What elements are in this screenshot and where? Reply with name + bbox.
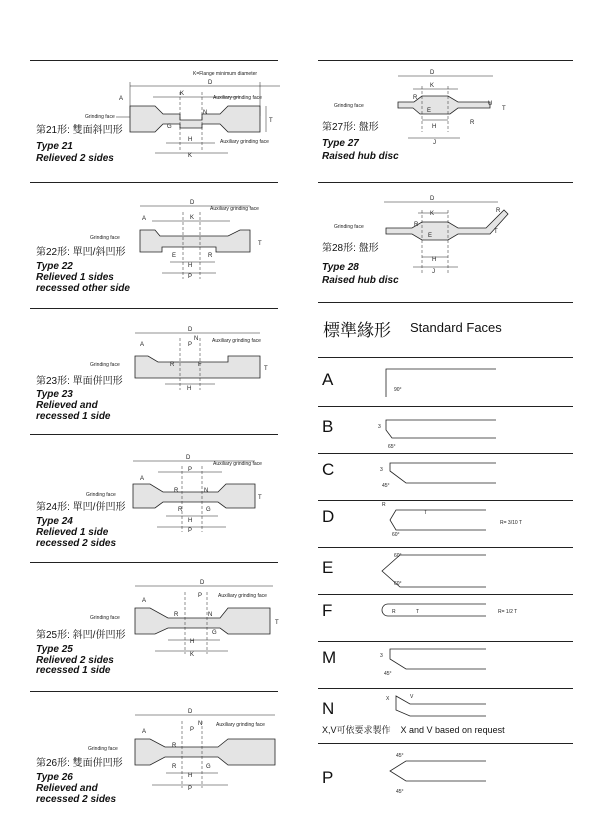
face-e-row xyxy=(318,549,573,593)
face-n-note: X,V可依要求製作 X and V based on request xyxy=(322,725,505,735)
rule-sf-0 xyxy=(318,357,573,358)
type-24-desc-1: Relieved 1 side xyxy=(36,527,109,538)
type-24-desc-2: recessed 2 sides xyxy=(36,538,117,549)
type-25-desc-1: Relieved 2 sides xyxy=(36,655,114,666)
svg-text:N: N xyxy=(194,336,199,342)
type-22-title: 第22形: 單凹/斜凹形 xyxy=(36,247,126,258)
svg-text:P: P xyxy=(188,342,193,348)
svg-text:Grinding face: Grinding face xyxy=(334,224,364,230)
type-21-title: 第21形: 雙面斜凹形 xyxy=(36,125,123,136)
svg-text:H: H xyxy=(188,263,193,269)
rule-left-4 xyxy=(30,562,278,563)
type-26-title: 第26形: 雙面併凹形 xyxy=(36,758,123,769)
svg-text:R: R xyxy=(172,764,177,770)
svg-text:D: D xyxy=(208,80,213,86)
standard-faces-title-en: Standard Faces xyxy=(410,320,502,335)
rule-top-left xyxy=(30,60,278,61)
svg-text:J: J xyxy=(433,140,436,146)
svg-text:3: 3 xyxy=(380,653,383,659)
svg-text:R: R xyxy=(174,488,179,494)
svg-text:Grinding face: Grinding face xyxy=(334,103,364,109)
rule-left-5 xyxy=(30,691,278,692)
type-21-cell xyxy=(30,62,278,182)
svg-text:Grinding face: Grinding face xyxy=(86,492,116,498)
rule-left-1 xyxy=(30,182,278,183)
face-d-letter: D xyxy=(322,507,335,526)
svg-text:Grinding face: Grinding face xyxy=(90,235,120,241)
rule-sf-1 xyxy=(318,406,573,407)
type-25-desc-2: recessed 1 side xyxy=(36,665,111,676)
svg-text:G: G xyxy=(206,507,211,513)
svg-text:N: N xyxy=(208,612,213,618)
face-f-letter: F xyxy=(322,601,333,620)
svg-text:N: N xyxy=(204,488,209,494)
svg-text:G: G xyxy=(167,124,172,130)
svg-text:J: J xyxy=(432,269,435,275)
face-b-row xyxy=(318,408,573,452)
svg-text:45°: 45° xyxy=(396,789,404,795)
face-a-row xyxy=(318,359,573,405)
svg-text:Grinding face: Grinding face xyxy=(90,615,120,621)
svg-text:D: D xyxy=(430,196,435,202)
face-p-diagram xyxy=(376,745,556,797)
rule-sf-6 xyxy=(318,641,573,642)
svg-text:R: R xyxy=(170,362,175,368)
svg-text:P: P xyxy=(190,727,195,733)
svg-text:A: A xyxy=(142,729,147,735)
svg-text:Auxiliary grinding face: Auxiliary grinding face xyxy=(216,722,265,728)
type-26-cell xyxy=(30,693,278,813)
svg-text:K: K xyxy=(190,215,195,221)
svg-text:V: V xyxy=(410,694,414,700)
rule-sf-8 xyxy=(318,743,573,744)
rule-right-1 xyxy=(318,182,573,183)
type-28-name: Type 28 xyxy=(322,262,359,273)
face-a-diagram xyxy=(376,359,556,405)
type-26-desc-1: Relieved and xyxy=(36,783,98,794)
face-p-row xyxy=(318,745,573,797)
svg-text:K: K xyxy=(188,153,193,159)
svg-text:P: P xyxy=(198,593,203,599)
type-25-title: 第25形: 斜凹/併凹形 xyxy=(36,630,126,641)
svg-text:A: A xyxy=(119,96,124,102)
face-e-diagram xyxy=(376,549,556,593)
type-24-name: Type 24 xyxy=(36,516,73,527)
svg-text:K: K xyxy=(180,91,185,97)
type-28-desc: Raised hub disc xyxy=(322,275,399,286)
svg-text:K: K xyxy=(430,211,435,217)
svg-text:T: T xyxy=(258,241,262,247)
standard-faces-header xyxy=(318,304,573,356)
svg-text:G: G xyxy=(206,764,211,770)
face-c-diagram xyxy=(376,455,556,499)
type-22-desc-2: recessed other side xyxy=(36,283,130,294)
svg-text:H: H xyxy=(188,773,193,779)
rule-sf-3 xyxy=(318,500,573,501)
svg-text:D: D xyxy=(188,709,193,715)
svg-text:H: H xyxy=(188,137,193,143)
svg-text:90°: 90° xyxy=(394,387,402,393)
svg-text:T: T xyxy=(258,495,262,501)
svg-text:60°: 60° xyxy=(392,532,400,538)
svg-text:A: A xyxy=(140,476,145,482)
rule-sf-4 xyxy=(318,547,573,548)
svg-text:T: T xyxy=(502,106,506,112)
svg-text:D: D xyxy=(186,455,191,461)
svg-text:Auxiliary grinding face: Auxiliary grinding face xyxy=(220,139,269,145)
svg-text:H: H xyxy=(432,257,437,263)
svg-text:D: D xyxy=(430,70,435,76)
face-a-letter: A xyxy=(322,370,334,389)
svg-text:N: N xyxy=(203,110,208,116)
face-b-diagram xyxy=(376,408,556,452)
svg-text:Grinding face: Grinding face xyxy=(85,114,115,120)
svg-text:60°: 60° xyxy=(394,553,402,559)
type-22-name: Type 22 xyxy=(36,261,73,272)
svg-text:R: R xyxy=(382,502,386,508)
face-p-letter: P xyxy=(322,768,334,787)
type-26-name: Type 26 xyxy=(36,772,73,783)
svg-text:D: D xyxy=(200,580,205,586)
face-m-letter: M xyxy=(322,648,337,667)
type-24-cell xyxy=(30,436,278,562)
svg-text:D: D xyxy=(190,200,195,206)
type-28-cell xyxy=(318,184,573,302)
svg-text:G: G xyxy=(212,630,217,636)
face-c-row xyxy=(318,455,573,499)
svg-text:Auxiliary grinding face: Auxiliary grinding face xyxy=(213,95,262,101)
svg-text:R: R xyxy=(414,222,419,228)
type-21-name: Type 21 xyxy=(36,141,73,152)
face-c-letter: C xyxy=(322,460,335,479)
svg-text:R: R xyxy=(413,95,418,101)
svg-text:T: T xyxy=(494,229,498,235)
svg-text:45°: 45° xyxy=(382,483,390,489)
face-f-diagram xyxy=(376,596,566,640)
svg-text:T: T xyxy=(264,366,268,372)
type-28-title: 第28形: 盤形 xyxy=(322,243,379,254)
type-27-cell xyxy=(318,62,573,182)
svg-text:H: H xyxy=(432,124,437,130)
svg-text:T: T xyxy=(275,620,279,626)
svg-text:H: H xyxy=(188,518,193,524)
svg-text:E: E xyxy=(172,253,177,259)
type-25-name: Type 25 xyxy=(36,644,73,655)
svg-text:R: R xyxy=(496,208,501,214)
svg-text:65°: 65° xyxy=(388,444,396,450)
svg-text:K: K xyxy=(190,652,195,658)
svg-text:T: T xyxy=(269,118,273,124)
face-d-row xyxy=(318,502,573,546)
rule-sf-2 xyxy=(318,453,573,454)
svg-text:R= 1/2 T: R= 1/2 T xyxy=(498,609,518,615)
face-m-row xyxy=(318,643,573,687)
svg-text:T: T xyxy=(424,510,428,516)
svg-text:Grinding face: Grinding face xyxy=(90,362,120,368)
svg-text:A: A xyxy=(140,342,145,348)
svg-text:D: D xyxy=(188,327,193,333)
flange-note: K=Flange minimum diameter xyxy=(193,71,258,77)
svg-text:R: R xyxy=(392,609,396,615)
face-d-diagram xyxy=(376,502,566,546)
svg-text:A: A xyxy=(142,216,147,222)
rule-left-2 xyxy=(30,308,278,309)
svg-text:Grinding face: Grinding face xyxy=(88,746,118,752)
type-27-name: Type 27 xyxy=(322,138,359,149)
face-n-letter: N xyxy=(322,699,335,718)
type-24-title: 第24形: 單凹/併凹形 xyxy=(36,502,126,513)
face-m-diagram xyxy=(376,643,556,687)
type-26-desc-2: recessed 2 sides xyxy=(36,794,117,805)
svg-text:R: R xyxy=(208,253,213,259)
svg-text:U: U xyxy=(488,101,493,107)
type-25-cell xyxy=(30,564,278,691)
face-n-row xyxy=(318,690,573,742)
rule-sf-7 xyxy=(318,688,573,689)
svg-text:K: K xyxy=(430,83,435,89)
face-f-row xyxy=(318,596,573,640)
svg-text:R: R xyxy=(178,507,183,513)
face-b-letter: B xyxy=(322,417,334,436)
type-27-title: 第27形: 盤形 xyxy=(322,122,379,133)
svg-text:Auxiliary grinding face: Auxiliary grinding face xyxy=(213,461,262,467)
svg-text:R: R xyxy=(174,612,179,618)
svg-text:60°: 60° xyxy=(394,581,402,587)
svg-text:R= 3/10 T: R= 3/10 T xyxy=(500,520,523,526)
type-23-name: Type 23 xyxy=(36,389,73,400)
svg-text:Auxiliary grinding face: Auxiliary grinding face xyxy=(218,593,267,599)
rule-left-3 xyxy=(30,434,278,435)
type-27-desc: Raised hub disc xyxy=(322,151,399,162)
svg-text:T: T xyxy=(416,609,420,615)
svg-text:E: E xyxy=(428,233,433,239)
type-23-cell xyxy=(30,310,278,434)
svg-text:Auxiliary grinding face: Auxiliary grinding face xyxy=(212,338,261,344)
type-22-cell xyxy=(30,184,278,308)
rule-top-right xyxy=(318,60,573,61)
rule-sf-5 xyxy=(318,594,573,595)
standard-faces-title-cn: 標準緣形 xyxy=(323,321,391,340)
svg-text:3: 3 xyxy=(378,424,381,430)
type-23-title: 第23形: 單面併凹形 xyxy=(36,376,123,387)
svg-text:P: P xyxy=(188,274,193,280)
svg-text:R: R xyxy=(470,120,475,126)
svg-text:R: R xyxy=(172,743,177,749)
svg-text:F: F xyxy=(198,362,202,368)
svg-text:H: H xyxy=(187,386,192,392)
rule-right-2 xyxy=(318,302,573,303)
type-23-desc-1: Relieved and xyxy=(36,400,98,411)
svg-text:N: N xyxy=(198,721,203,727)
svg-text:A: A xyxy=(142,598,147,604)
face-n-diagram xyxy=(376,690,556,720)
svg-text:3: 3 xyxy=(380,467,383,473)
svg-text:E: E xyxy=(427,108,432,114)
svg-text:P: P xyxy=(188,467,193,473)
type-22-desc-1: Relieved 1 sides xyxy=(36,272,114,283)
type-23-desc-2: recessed 1 side xyxy=(36,411,111,422)
svg-text:P: P xyxy=(188,528,193,534)
svg-text:45°: 45° xyxy=(384,671,392,677)
type-21-desc: Relieved 2 sides xyxy=(36,153,114,164)
svg-text:P: P xyxy=(188,786,193,792)
svg-text:X: X xyxy=(386,696,390,702)
svg-text:H: H xyxy=(190,639,195,645)
svg-text:45°: 45° xyxy=(396,753,404,759)
face-e-letter: E xyxy=(322,558,334,577)
svg-text:Auxiliary grinding face: Auxiliary grinding face xyxy=(210,206,259,212)
